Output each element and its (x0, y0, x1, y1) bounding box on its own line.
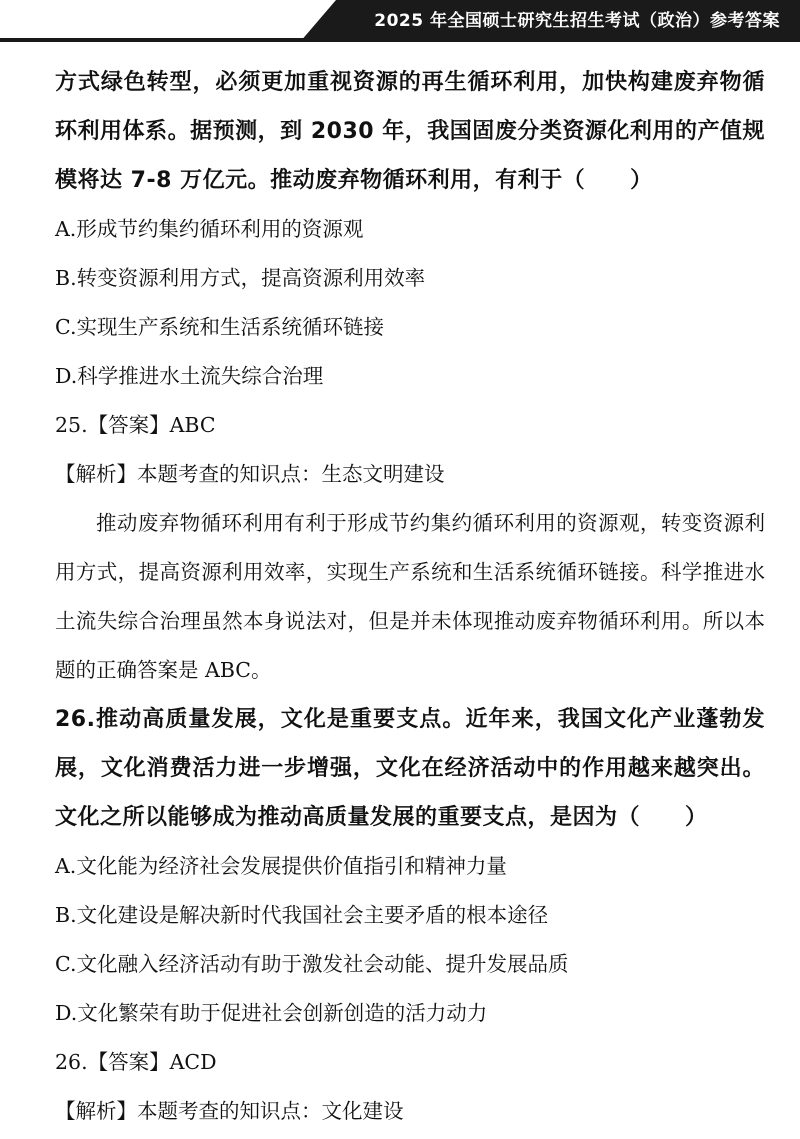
q25-answer: 25.【答案】ABC (55, 413, 216, 437)
header-title: 2025 年全国硕士研究生招生考试（政治）参考答案 (374, 11, 780, 31)
document-body (55, 58, 765, 1136)
q26-option-a: A.文化能为经济社会发展提供价值指引和精神力量 (55, 854, 507, 878)
q26-option-d: D.文化繁荣有助于促进社会创新创造的活力动力 (55, 1001, 488, 1025)
q26-answer: 26.【答案】ACD (55, 1050, 217, 1074)
q25-analysis-body: 推动废弃物循环利用有利于形成节约集约循环利用的资源观，转变资源利用方式，提高资源利用效率，实现生产系统和生活系统循环链接。科学推进水土流失综合治理虽然本身说法对，但是并未体现推动废弃物循环利用。所以本题的正确答案是 ABC。 (55, 511, 765, 682)
q26-option-c: C.文化融入经济活动有助于激发社会动能、提升发展品质 (55, 952, 569, 976)
q24-option-c: C.实现生产系统和生活系统循环链接 (55, 315, 384, 339)
q26-stem: 26.推动高质量发展，文化是重要支点。近年来，我国文化产业蓬勃发展，文化消费活力进一步增强，文化在经济活动中的作用越来越突出。文化之所以能够成为推动高质量发展的重要支点，是因为（ ） (55, 707, 765, 830)
q26-option-b: B.文化建设是解决新时代我国社会主要矛盾的根本途径 (55, 903, 549, 927)
q24-option-a: A.形成节约集约循环利用的资源观 (55, 217, 364, 241)
q24-option-d: D.科学推进水土流失综合治理 (55, 364, 324, 388)
q24-stem: 方式绿色转型，必须更加重视资源的再生循环利用，加快构建废弃物循环利用体系。据预测，到 2030 年，我国固废分类资源化利用的产值规模将达 7-8 万亿元。推动废弃物循环利用，有利于（ ） (55, 70, 765, 193)
page-header (0, 0, 800, 44)
q26-analysis-heading: 【解析】本题考查的知识点：文化建设 (55, 1099, 404, 1123)
q24-option-b: B.转变资源利用方式，提高资源利用效率 (55, 266, 426, 290)
q25-analysis-heading: 【解析】本题考查的知识点：生态文明建设 (55, 462, 445, 486)
